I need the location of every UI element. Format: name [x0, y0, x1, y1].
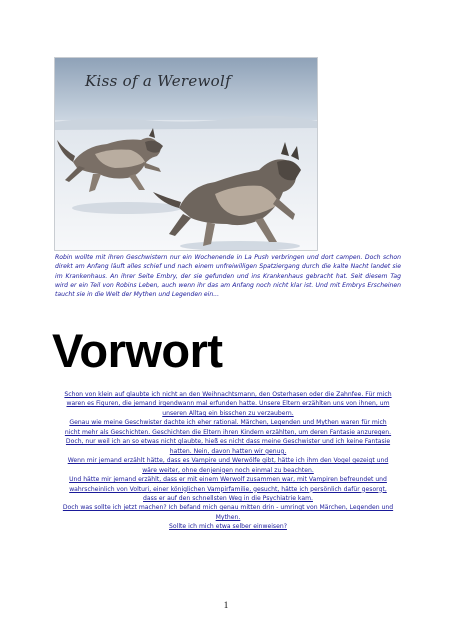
foreword-line: Genau wie meine Geschwister dachte ich eher rational. Märchen, Legenden und Mythen waren für mich	[69, 419, 387, 427]
foreword-line: unseren Alltag ein bisschen zu verzaubern.	[162, 409, 294, 417]
foreword-line: waren es Figuren, die jemand irgendwann mal erfunden hatte. Unsere Eltern erzählten uns von ihnen, um	[66, 400, 390, 408]
page-number: 1	[223, 600, 229, 610]
foreword-line: wäre weiter, ohne denjenigen noch einmal zu beachten.	[142, 466, 314, 474]
foreword-line: Doch was sollte ich jetzt machen? Ich befand mich genau mitten drin - umringt von Märchen, Legenden und	[62, 504, 394, 512]
foreword-line: Und hätte mir jemand erzählt, dass er mit einem Werwolf zusammen war, mit Vampiren befreundet und	[69, 476, 387, 484]
foreword-line: Schon von klein auf glaubte ich nicht an den Weihnachtsmann, den Osterhasen oder die Zahnfee. Für mich	[64, 391, 392, 398]
foreword-line: Doch, nur weil ich an so etwas nicht glaubte, hieß es nicht dass meine Geschwister und ich keine Fantasie	[65, 438, 391, 446]
foreword-line: dass er auf den schnellsten Weg in die Psychiatrie kam.	[143, 494, 313, 502]
cover-title: Kiss of a Werewolf	[85, 72, 231, 90]
foreword-line: Mythen.	[215, 513, 241, 521]
summary-text: Robin wollte mit ihren Geschwistern nur ein Wochenende in La Push verbringen und dort campen. Doch schon direkt am Anfang läuft alles schief und nach einem unfreiwilligen Spatziergang durch die kalte Nacht landet sie im Krankenhaus. An ihrer Seite Embry, der sie gefunden und ins Krankenhaus gebracht hat. Seit diesem Tag wird er ein Teil von Robins Leben, auch wenn ihr das am Anfang noch nicht klar ist. Und mit Embrys Erscheinen taucht sie in die Welt der Mythen und Legenden ein...	[55, 254, 401, 299]
foreword-line: Wenn mir jemand erzählt hätte, dass es Vampire und Werwölfe gibt, hätte ich ihm den Vogel gezeigt und	[67, 457, 389, 465]
cover-image	[54, 57, 318, 251]
foreword-line: Sollte ich mich etwa selber einweisen?	[169, 523, 287, 531]
foreword-line: wahrscheinlich von Volturi, einer königlichen Vampirfamilie, gesucht, hätte ich persönlich dafür gesorgt,	[69, 485, 387, 493]
foreword-line: nicht mehr als Geschichten. Geschichten die Eltern ihren Kindern erzählten, um deren Fantasie anzuregen.	[64, 428, 392, 436]
chapter-heading: Vorwort	[52, 324, 223, 377]
foreword-line: hatten. Nein, davon hatten wir genug.	[169, 447, 287, 455]
foreword-text	[54, 390, 402, 532]
